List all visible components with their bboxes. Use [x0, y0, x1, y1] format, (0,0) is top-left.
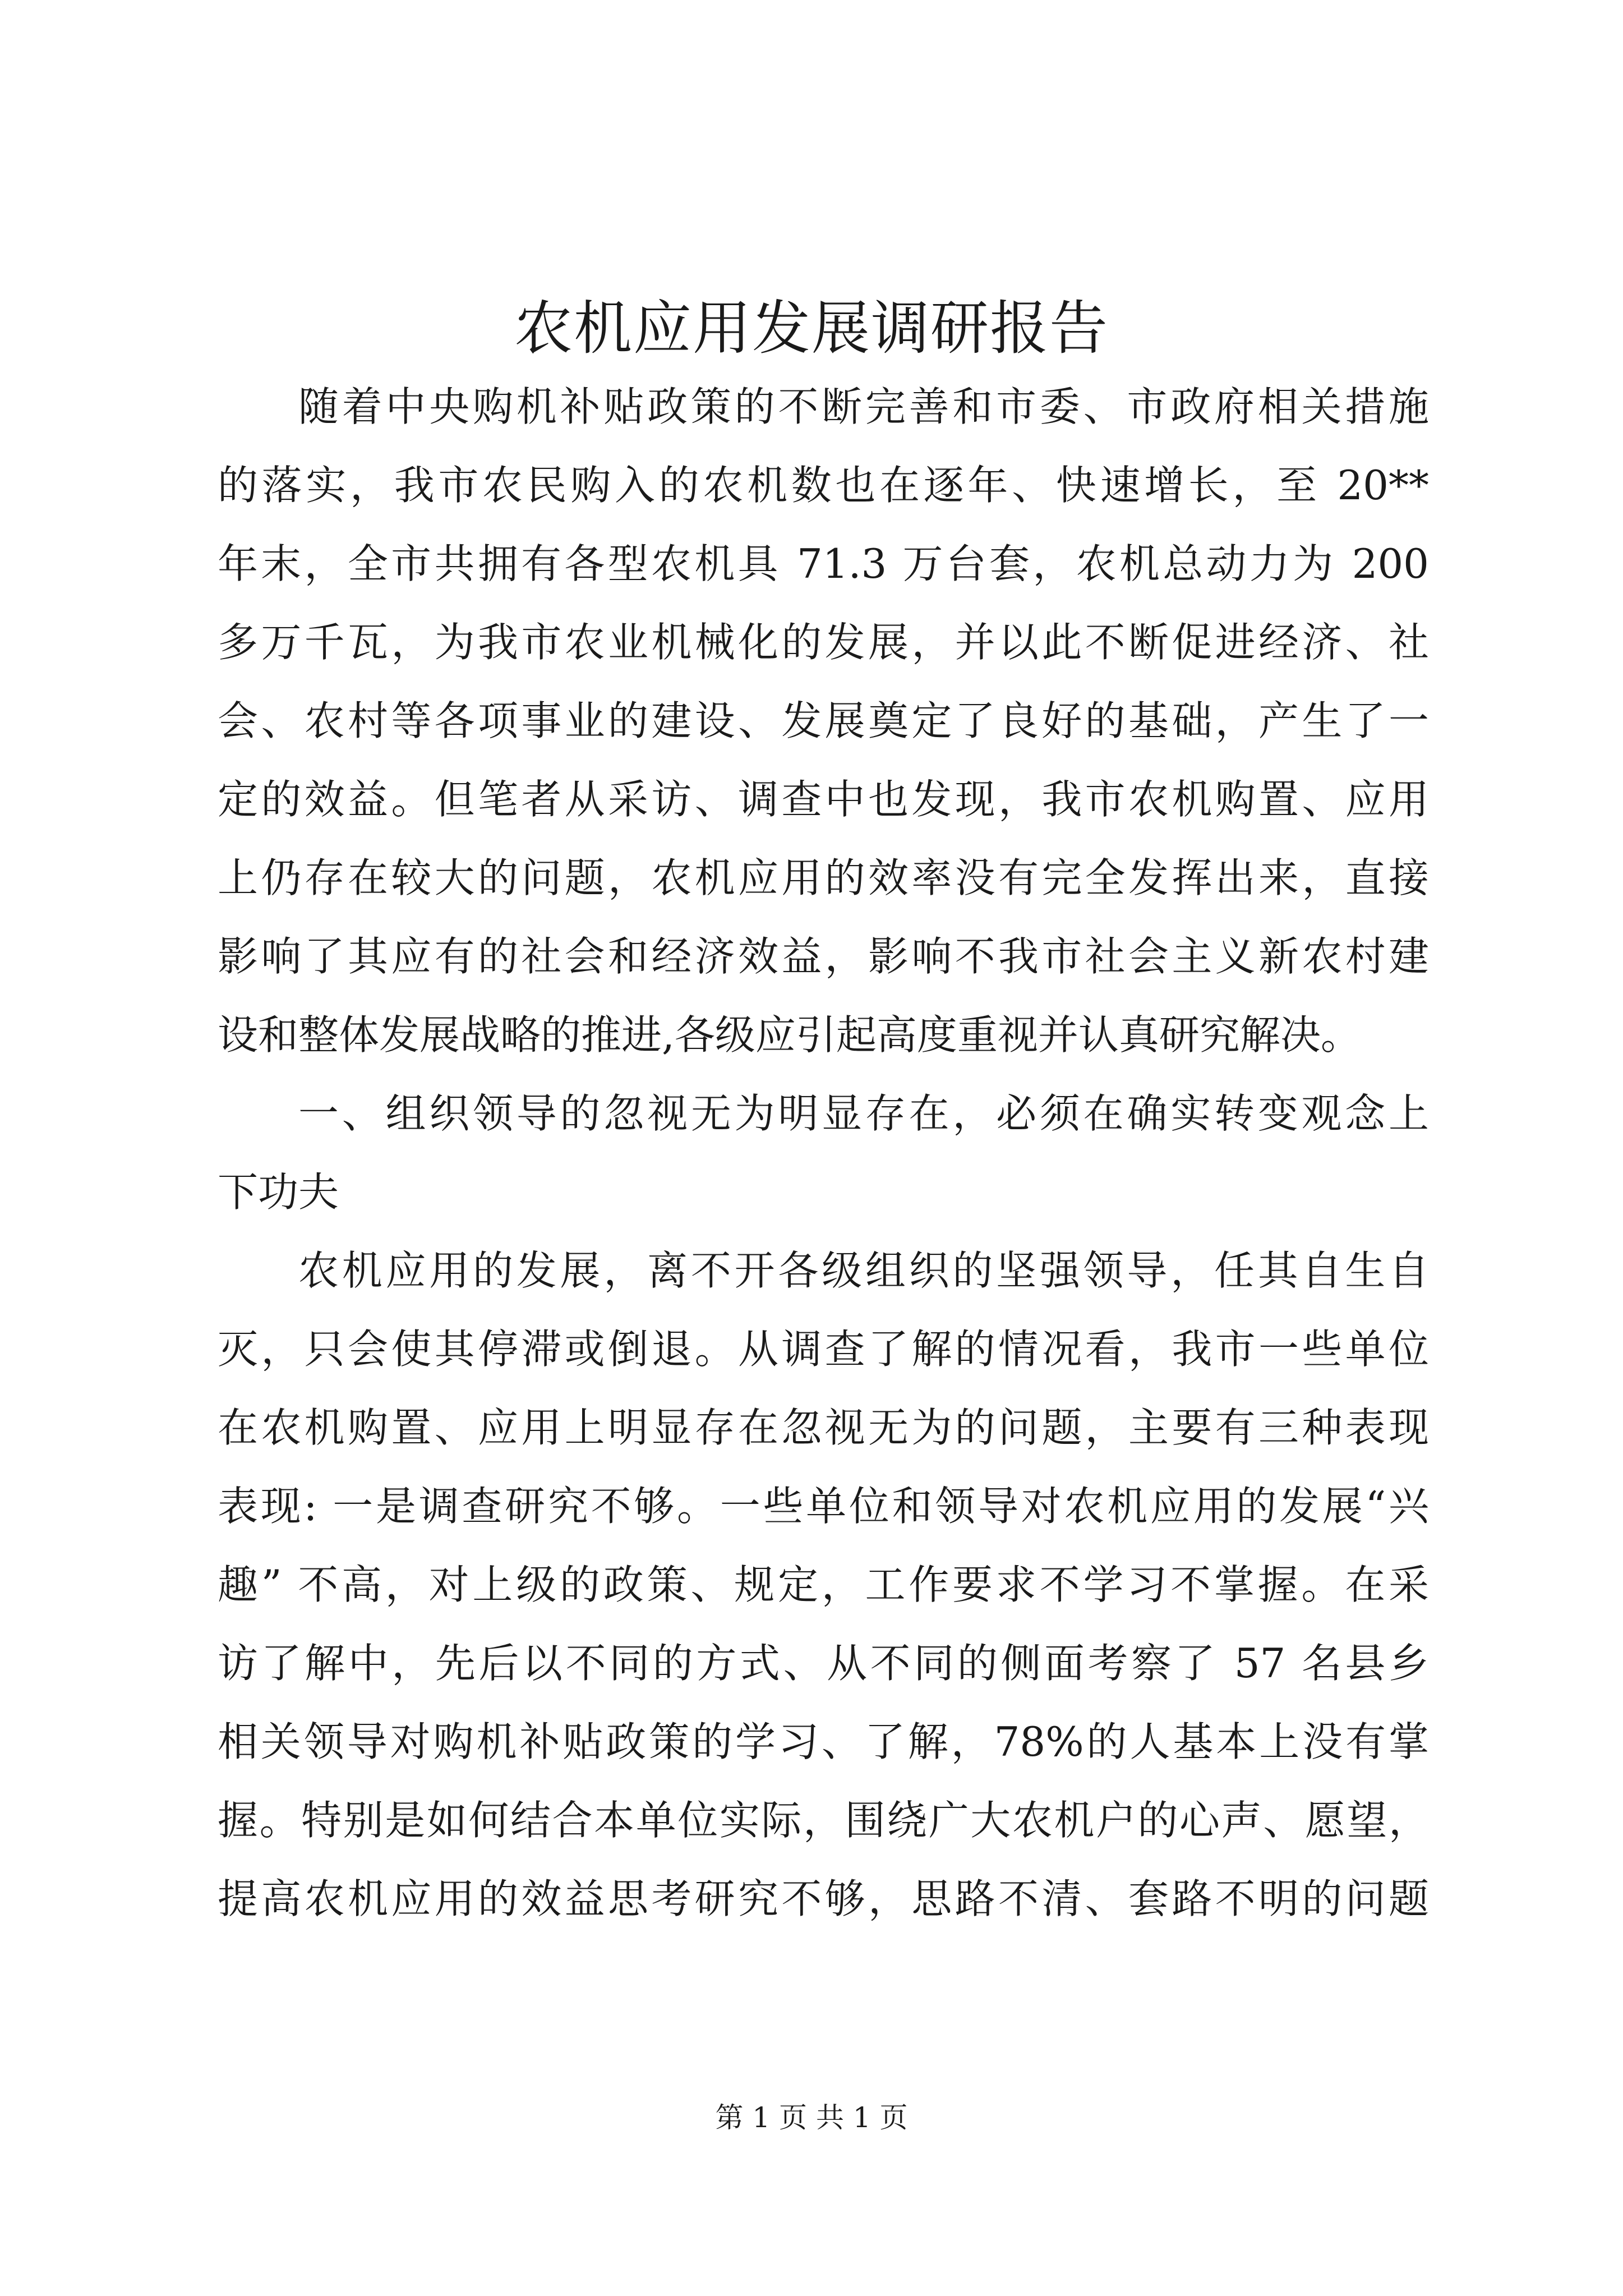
paragraph-line: 年末，全市共拥有各型农机具 71.3 万台套，农机总动力为 200	[218, 540, 1429, 587]
paragraph-line: 影响了其应有的社会和经济效益，影响不我市社会主义新农村建	[218, 933, 1429, 980]
paragraph-line: 的落实，我市农民购入的农机数也在逐年、快速增长，至 20**	[218, 462, 1429, 509]
paragraph-line: 提高农机应用的效益思考研究不够，思路不清、套路不明的问题	[218, 1875, 1429, 1922]
paragraph-line: 趣” 不高，对上级的政策、规定，工作要求不学习不掌握。在采	[218, 1561, 1429, 1608]
paragraph-line: 上仍存在较大的问题，农机应用的效率没有完全发挥出来，直接	[218, 854, 1429, 901]
page-footer: 第 1 页 共 1 页	[715, 2101, 908, 2134]
paragraph-line: 访了解中，先后以不同的方式、从不同的侧面考察了 57 名县乡	[218, 1640, 1429, 1687]
paragraph-line: 灭，只会使其停滞或倒退。从调查了解的情况看，我市一些单位	[218, 1326, 1429, 1373]
section-heading-line: 下功夫	[218, 1168, 339, 1216]
paragraph-line: 多万千瓦，为我市农业机械化的发展，并以此不断促进经济、社	[218, 619, 1429, 666]
paragraph-line: 在农机购置、应用上明显存在忽视无为的问题，主要有三种表现	[218, 1404, 1429, 1451]
paragraph-line: 会、农村等各项事业的建设、发展奠定了良好的基础，产生了一	[218, 697, 1429, 744]
paragraph-line: 握。特别是如何结合本单位实际，围绕广大农机户的心声、愿望，	[218, 1797, 1429, 1844]
paragraph-line: 表现: 一是调查研究不够。一些单位和领导对农机应用的发展“兴	[218, 1483, 1429, 1530]
paragraph-line: 农机应用的发展，离不开各级组织的坚强领导，任其自生自	[298, 1247, 1429, 1294]
section-heading-line: 一、组织领导的忽视无为明显存在，必须在确实转变观念上	[298, 1090, 1429, 1137]
paragraph-line: 设和整体发展战略的推进,各级应引起高度重视并认真研究解决。	[218, 1011, 1361, 1059]
paragraph-line: 随着中央购机补贴政策的不断完善和市委、市政府相关措施	[298, 383, 1429, 430]
paragraph-line: 定的效益。但笔者从采访、调查中也发现，我市农机购置、应用	[218, 776, 1429, 823]
paragraph-line: 相关领导对购机补贴政策的学习、了解，78%的人基本上没有掌	[218, 1718, 1429, 1765]
document-title: 农机应用发展调研报告	[514, 294, 1109, 362]
